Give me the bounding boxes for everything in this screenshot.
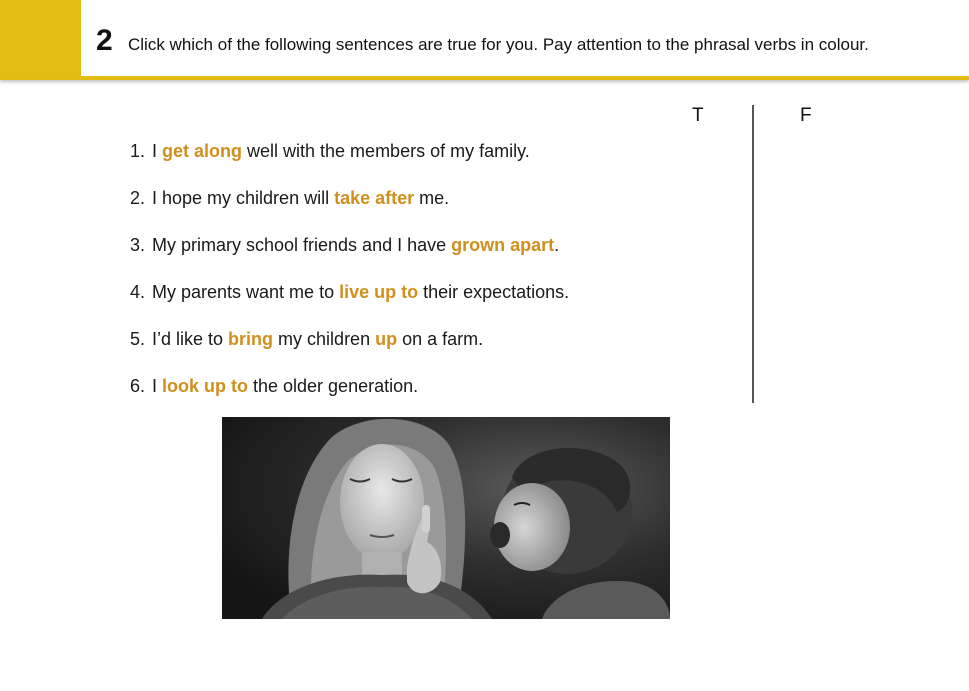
phrasal-verb: bring	[228, 329, 274, 349]
phrasal-verb: up	[375, 329, 398, 349]
sentence-text: I’d like to	[152, 329, 229, 349]
photo-girl-and-boy	[222, 417, 670, 619]
false-column-header: F	[800, 105, 812, 126]
exercise-instruction: Click which of the following sentences are true for you. Pay attention to the phrasal verbs in colour.	[128, 35, 869, 54]
sentence-number: 2.	[130, 188, 146, 208]
sentence-list	[130, 140, 569, 422]
sentence-text: my children	[273, 329, 376, 349]
exercise-number: 2	[96, 24, 113, 57]
phrasal-verb: grown apart	[451, 235, 555, 255]
phrasal-verb: look up to	[162, 376, 248, 396]
sentence-text: me.	[414, 188, 450, 208]
sentence-item-3[interactable]	[130, 234, 569, 281]
sentence-number: 5.	[130, 329, 146, 349]
sentence-item-2[interactable]	[130, 187, 569, 234]
sentence-text: the older generation.	[248, 376, 419, 396]
phrasal-verb: get along	[162, 141, 243, 161]
sentence-text: My primary school friends and I have	[152, 235, 452, 255]
header-divider	[0, 76, 969, 80]
sentence-item-4[interactable]	[130, 281, 569, 328]
sentence-text: well with the members of my family.	[242, 141, 530, 161]
true-column-header: T	[692, 105, 704, 126]
sentence-text: I	[152, 141, 163, 161]
sentence-text: their expectations.	[418, 282, 570, 302]
phrasal-verb: live up to	[339, 282, 419, 302]
sentence-text: I	[152, 376, 163, 396]
photo-illustration	[222, 417, 670, 619]
sentence-number: 1.	[130, 141, 146, 161]
sentence-number: 4.	[130, 282, 146, 302]
sentence-item-6[interactable]	[130, 375, 569, 422]
sentence-number: 3.	[130, 235, 146, 255]
sentence-number: 6.	[130, 376, 146, 396]
sentence-text: .	[554, 235, 560, 255]
sentence-text: I hope my children will	[152, 188, 335, 208]
sentence-text: My parents want me to	[152, 282, 340, 302]
sentence-item-1[interactable]	[130, 140, 569, 187]
header-accent-block	[0, 0, 81, 76]
sentence-item-5[interactable]	[130, 328, 569, 375]
sentence-text: on a farm.	[397, 329, 484, 349]
phrasal-verb: take after	[334, 188, 415, 208]
column-divider	[752, 105, 754, 403]
